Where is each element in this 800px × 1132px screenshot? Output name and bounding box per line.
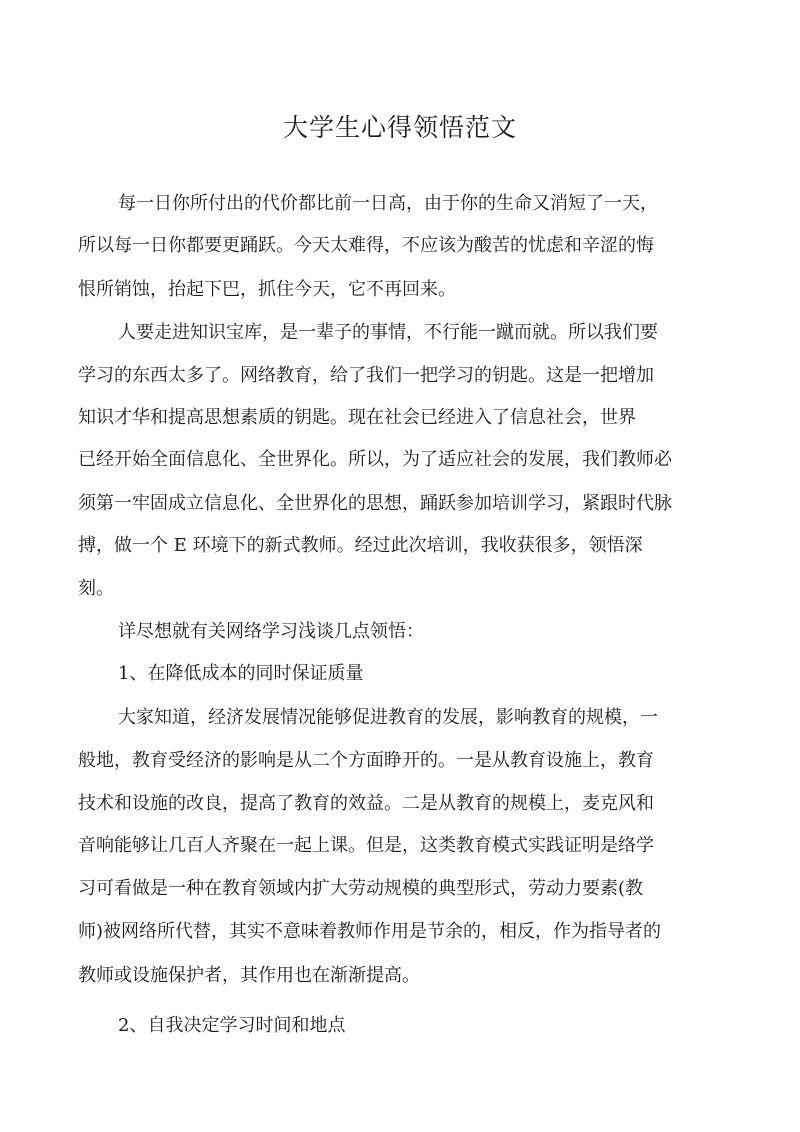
- paragraph-2-line-3: 知识才华和提高思想素质的钥匙。现在社会已经进入了信息社会，世界: [78, 407, 636, 428]
- paragraph-2-line-1: 人要走进知识宝库，是一辈子的事情，不行能一蹴而就。所以我们要: [118, 322, 658, 343]
- page-title: 大学生心得领悟范文: [282, 113, 517, 142]
- paragraph-1-line-1: 每一日你所付出的代价都比前一日高，由于你的生命又消短了一天，: [118, 193, 658, 214]
- paragraph-5-line-7: 教师或设施保护者，其作用也在渐渐提高。: [78, 965, 420, 986]
- paragraph-5-line-2: 般地，教育受经济的影响是从二个方面睁开的。一是从教育设施上，教育: [78, 750, 654, 771]
- paragraph-3-line-1: 详尽想就有关网络学习浅谈几点领悟：: [118, 621, 424, 642]
- paragraph-5-line-1: 大家知道，经济发展情况能够促进教育的发展，影响教育的规模，一: [118, 707, 658, 728]
- section-heading-2: 2、自我决定学习时间和地点: [118, 1015, 346, 1036]
- paragraph-1-line-3: 恨所销蚀，抬起下巴，抓住今天，它不再回来。: [78, 279, 456, 300]
- paragraph-5-line-6: 师)被网络所代替，其实不意味着教师作用是节余的，相反，作为指导者的: [78, 921, 662, 942]
- paragraph-5-line-5: 习可看做是一种在教育领域内扩大劳动规模的典型形式，劳动力要素(教: [78, 878, 644, 899]
- paragraph-1-line-2: 所以每一日你都要更踊跃。今天太难得，不应该为酸苦的忧虑和辛涩的悔: [78, 235, 654, 256]
- paragraph-2-line-6: 搏，做一个 E 环境下的新式教师。经过此次培训，我收获很多，领悟深: [78, 535, 643, 556]
- paragraph-2-line-4: 已经开始全面信息化、全世界化。所以，为了适应社会的发展，我们教师必: [78, 449, 672, 470]
- section-heading-1: 1、在降低成本的同时保证质量: [118, 663, 364, 684]
- paragraph-2-line-5: 须第一牢固成立信息化、全世界化的思想，踊跃参加培训学习，紧跟时代脉: [78, 493, 672, 514]
- paragraph-2-line-2: 学习的东西太多了。网络教育，给了我们一把学习的钥匙。这是一把增加: [78, 365, 654, 386]
- paragraph-5-line-3: 技术和设施的改良，提高了教育的效益。二是从教育的规模上，麦克风和: [78, 793, 654, 814]
- paragraph-2-line-7: 刻。: [78, 578, 114, 599]
- paragraph-5-line-4: 音响能够让几百人齐聚在一起上课。但是，这类教育模式实践证明是络学: [78, 835, 654, 856]
